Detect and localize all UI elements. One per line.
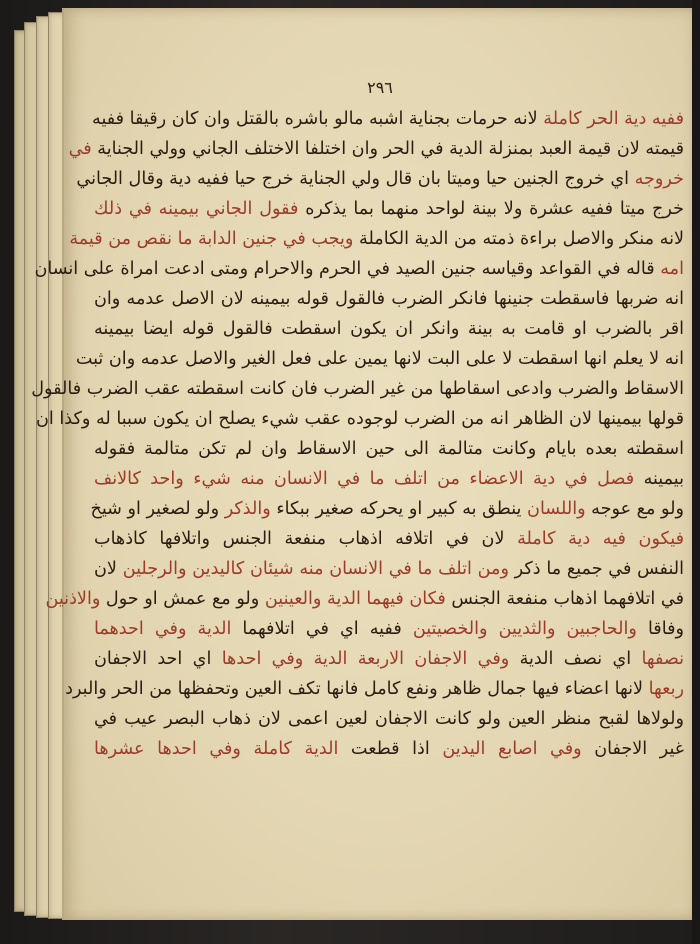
body-text: لانه حرمات بجناية اشبه مالو باشره بالقتل وان كان رقيقا ففيه — [92, 109, 538, 129]
body-text: انه ضربها فاسقطت جنينها فانكر الضرب فالقول قوله بيمينه لان الاصل عدمه وان — [94, 289, 684, 309]
body-text: خرج ميتا ففيه عشرة ولا بينة لواحد منهما بما يذكره — [298, 199, 684, 219]
facing-page-edge — [692, 0, 700, 944]
rubric-text: في — [68, 139, 92, 159]
text-line — [36, 404, 684, 434]
body-text: اسقطته بعده بايام وكانت متالمة الى حين الاسقاط وان لم تكن متالمة فقوله — [94, 439, 684, 459]
body-text: النفس في جميع ما ذكر — [508, 559, 684, 579]
body-text: لان — [94, 559, 117, 579]
body-text: ولولاها لقبح منظر العين ولو كانت الاجفان لعين اعمى لان ذهاب البصر عيب في — [94, 709, 684, 729]
body-text: اي احد الاجفان — [94, 649, 212, 669]
body-text: ولو مع عمش او حول — [100, 589, 260, 609]
rubric-text: خروجه — [629, 169, 684, 189]
body-text: لانها اعضاء فيها جمال ظاهر ونفع كامل فانها تكف العين وتحفظها من الحر والبرد — [65, 679, 644, 699]
rubric-text: ربعها — [643, 679, 684, 699]
body-text: في اتلافهما اذهاب منفعة الجنس — [445, 589, 684, 609]
body-text: قولها بيمينها لان الظاهر انه من الضرب لوجوده عقب شيء يصلح ان يكون سببا له وكذا ان — [36, 409, 684, 429]
text-line — [94, 284, 684, 314]
text-line — [94, 704, 684, 734]
rubric-text: الدية كاملة وفي احدها عشرها — [94, 739, 339, 759]
rubric-text: والاذنين — [45, 589, 101, 609]
manuscript-page — [31, 8, 696, 920]
text-line — [76, 164, 684, 194]
body-text: الاسقاط والضرب وادعى اسقاطها من غير الضرب فان كانت اسقطته عقب الضرب فالقول — [31, 379, 684, 399]
text-line — [94, 464, 684, 494]
body-text: لان في اتلافه اذهاب منفعة الجنس واتلافها كاذهاب — [94, 529, 505, 549]
text-line — [94, 434, 684, 464]
rubric-text: الدية وفي احدهما — [94, 619, 232, 639]
body-text: لانه منكر والاصل براءة ذمته من الدية الكاملة — [353, 229, 684, 249]
body-text: ولو لصغير او شيخ — [90, 499, 220, 519]
rubric-text: فصل في دية الاعضاء من اتلف ما في الانسان منه شيء واحد كالانف — [94, 469, 635, 489]
text-line — [45, 584, 684, 614]
body-text: ففيه اي في اتلافهما — [231, 619, 402, 639]
body-text: اقر بالضرب او قامت به بينة وانكر ان يكون اسقطت فالقول قوله ايضا بيمينه — [94, 319, 684, 339]
body-text: غير الاجفان — [581, 739, 684, 759]
rubric-text: ومن اتلف ما في الانسان منه شيئان كاليدين والرجلين — [116, 559, 509, 579]
rubric-text: ففيه دية الحر كاملة — [537, 109, 684, 129]
body-text: قاله في القواعد وقياسه جنين الصيد في الحرم والاحرام ومتى ادعت امراة على انسان — [34, 259, 655, 279]
text-line — [94, 104, 684, 134]
text-line — [69, 224, 684, 254]
body-text: اي خروج الجنين حيا وميتا بان قال ولي الجناية خرج حيا ففيه دية وقال الجاني — [76, 169, 630, 189]
text-line — [90, 494, 684, 524]
rubric-text: والذكر — [219, 499, 271, 519]
rubric-text: فكان فيهما الدية والعينين — [259, 589, 446, 609]
rubric-text: فيكون فيه دية كاملة — [504, 529, 684, 549]
text-line — [75, 344, 684, 374]
rubric-text: وفي اصابع اليدين — [429, 739, 582, 759]
text-line — [94, 524, 684, 554]
page-number: ٢٩٦ — [367, 78, 393, 97]
text-line — [94, 734, 684, 764]
rubric-text: ويجب في جنين الدابة ما نقص من قيمة — [69, 229, 354, 249]
body-text: ولو مع عوجه — [585, 499, 684, 519]
body-text: وفاقا — [636, 619, 684, 639]
body-text: اذا قطعت — [338, 739, 430, 759]
rubric-text: وفي الاجفان الاربعة الدية وفي احدها — [211, 649, 510, 669]
text-line — [94, 554, 684, 584]
rubric-text: والحاجبين والثديين والخصيتين — [401, 619, 637, 639]
text-line — [65, 674, 684, 704]
body-text: اي نصف الدية — [509, 649, 632, 669]
text-line — [94, 314, 684, 344]
rubric-text: نصفها — [631, 649, 684, 669]
text-line — [68, 134, 684, 164]
text-line — [34, 254, 684, 284]
text-line — [94, 614, 684, 644]
body-text: ينطق به كبير او يحركه صغير ببكاء — [270, 499, 522, 519]
rubric-text: واللسان — [521, 499, 586, 519]
rubric-text: فقول الجاني بيمينه في ذلك — [94, 199, 299, 219]
manuscript-text-block — [31, 104, 684, 764]
text-line — [94, 194, 684, 224]
rubric-text: امه — [654, 259, 684, 279]
text-line — [94, 644, 684, 674]
body-text: بيمينه — [634, 469, 684, 489]
text-line — [31, 374, 684, 404]
body-text: قيمته لان قيمة العبد بمنزلة الدية في الحر وان اختلفا الاختلف الجاني وولي الجناية — [91, 139, 684, 159]
body-text: انه لا يعلم انها اسقطت لا على البت لانها يمين على فعل الغير والاصل عدمه وان ثبت — [75, 349, 684, 369]
